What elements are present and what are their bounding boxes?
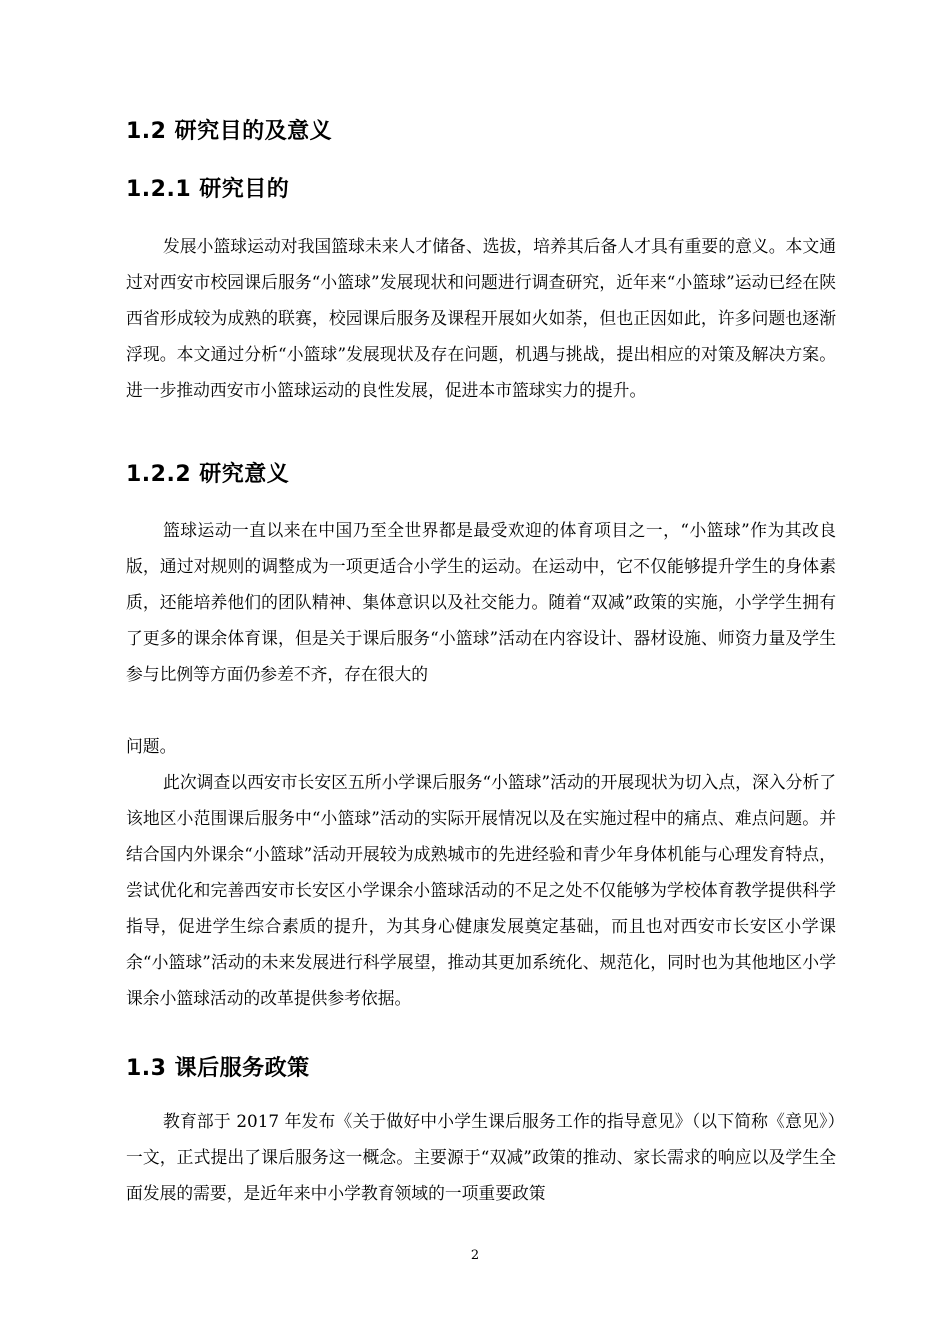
paragraph-research-significance-2: 此次调查以西安市长安区五所小学课后服务“小篮球”活动的开展现状为切入点，深入分析了该地区小范围课后服务中“小篮球”活动的实际开展情况以及在实施过程中的痛点、难点问题。并结合国内外课余“小篮球”活动开展较为成熟城市的先进经验和青少年身体机能与心理发育特点，尝试优化和完善西安市长安区小学课余小篮球活动的不足之处不仅能够为学校体育教学提供科学指导，促进学生综合素质的提升，为其身心健康发展奠定基础，而且也对西安市长安区小学课余“小篮球”活动的未来发展进行科学展望，推动其更加系统化、规范化，同时也为其他地区小学课余小篮球活动的改革提供参考依据。 — [126, 772, 836, 1008]
paragraph-research-significance-1-tail: 问题。 — [126, 736, 177, 756]
heading-1-2-1: 1.2.1 研究目的 — [126, 177, 290, 202]
heading-1-2: 1.2 研究目的及意义 — [126, 119, 333, 144]
paragraph-research-purpose: 发展小篮球运动对我国篮球未来人才储备、选拔，培养其后备人才具有重要的意义。本文通过对西安市校园课后服务“小篮球”发展现状和问题进行调查研究，近年来“小篮球”运动已经在陕西省形成较为成熟的联赛，校园课后服务及课程开展如火如荼，但也正因如此，许多问题也逐渐浮现。本文通过分析“小篮球”发展现状及存在问题，机遇与挑战，提出相应的对策及解决方案。进一步推动西安市小篮球运动的良性发展，促进本市篮球实力的提升。 — [126, 236, 836, 400]
heading-1-3: 1.3 课后服务政策 — [126, 1056, 310, 1081]
paragraph-research-significance-1: 篮球运动一直以来在中国乃至全世界都是最受欢迎的体育项目之一，“小篮球”作为其改良版，通过对规则的调整成为一项更适合小学生的运动。在运动中，它不仅能够提升学生的身体素质，还能培养他们的团队精神、集体意识以及社交能力。随着“双减”政策的实施，小学学生拥有了更多的课余体育课，但是关于课后服务“小篮球”活动在内容设计、器材设施、师资力量及学生参与比例等方面仍参差不齐，存在很大的 — [126, 520, 836, 684]
paragraph-after-school-policy: 教育部于 2017 年发布《关于做好中小学生课后服务工作的指导意见》（以下简称《意见》）一文，正式提出了课后服务这一概念。主要源于“双减”政策的推动、家长需求的响应以及学生全面发展的需要，是近年来中小学教育领域的一项重要政策 — [126, 1111, 836, 1203]
heading-1-2-2: 1.2.2 研究意义 — [126, 462, 290, 487]
page-number: 2 — [470, 1248, 480, 1263]
